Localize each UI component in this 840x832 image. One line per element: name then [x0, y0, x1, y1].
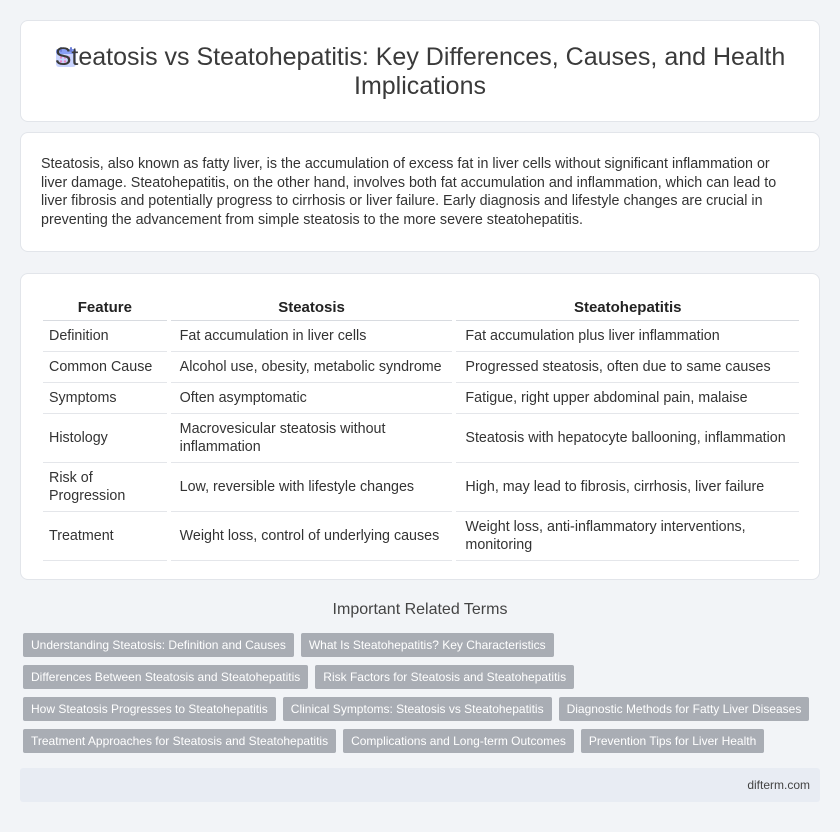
cell-steatosis: Low, reversible with lifestyle changes [169, 462, 455, 511]
table-header-row [43, 296, 799, 320]
table-row [43, 351, 799, 382]
cell-feature: Common Cause [43, 351, 169, 382]
related-term-link[interactable]: Risk Factors for Steatosis and Steatohepatitis [315, 665, 574, 689]
comparison-table [43, 296, 799, 561]
related-term-link[interactable]: How Steatosis Progresses to Steatohepatitis [23, 697, 276, 721]
related-term-link[interactable]: Clinical Symptoms: Steatosis vs Steatohepatitis [283, 697, 552, 721]
header-card [20, 20, 820, 122]
header-steatosis: Steatosis [169, 296, 455, 320]
cell-feature: Treatment [43, 511, 169, 560]
related-term-link[interactable]: Treatment Approaches for Steatosis and Steatohepatitis [23, 729, 336, 753]
header-steatohepatitis: Steatohepatitis [454, 296, 799, 320]
cell-steatohepatitis: Steatosis with hepatocyte ballooning, inflammation [454, 413, 799, 462]
cell-steatohepatitis: Fatigue, right upper abdominal pain, malaise [454, 382, 799, 413]
table-row [43, 462, 799, 511]
cell-feature: Definition [43, 320, 169, 351]
related-term-link[interactable]: Differences Between Steatosis and Steatohepatitis [23, 665, 308, 689]
header-feature: Feature [43, 296, 169, 320]
related-terms-list [23, 633, 823, 761]
intro-card [20, 132, 820, 252]
page-title: Steatosis vs Steatohepatitis: Key Differences, Causes, and Health Implications [54, 43, 786, 100]
related-term-link[interactable]: What Is Steatohepatitis? Key Characteristics [301, 633, 554, 657]
footer [20, 768, 820, 802]
comparison-card [20, 273, 820, 580]
cell-steatosis: Often asymptomatic [169, 382, 455, 413]
related-terms-heading: Important Related Terms [332, 601, 508, 618]
footer-site-link[interactable]: difterm.com [747, 778, 810, 792]
cell-feature: Symptoms [43, 382, 169, 413]
cell-feature: Histology [43, 413, 169, 462]
cell-steatosis: Weight loss, control of underlying causes [169, 511, 455, 560]
related-term-link[interactable]: Complications and Long-term Outcomes [343, 729, 574, 753]
related-term-link[interactable]: Prevention Tips for Liver Health [581, 729, 764, 753]
table-row [43, 320, 799, 351]
cell-steatosis: Alcohol use, obesity, metabolic syndrome [169, 351, 455, 382]
cell-steatosis: Fat accumulation in liver cells [169, 320, 455, 351]
intro-paragraph: Steatosis, also known as fatty liver, is the accumulation of excess fat in liver cells without significant inflammation or liver damage. Steatohepatitis, on the other hand, involves both fat accumulation and inflammation, which can lead to liver fibrosis and potentially progress to cirrhosis or liver failure. Early diagnosis and lifestyle changes are crucial in preventing the advancement from simple steatosis to the more severe steatohepatitis. [41, 156, 777, 228]
cell-steatohepatitis: Weight loss, anti-inflammatory interventions, monitoring [454, 511, 799, 560]
related-term-link[interactable]: Diagnostic Methods for Fatty Liver Diseases [559, 697, 810, 721]
table-row [43, 511, 799, 560]
related-term-link[interactable]: Understanding Steatosis: Definition and Causes [23, 633, 294, 657]
table-row [43, 382, 799, 413]
cell-steatohepatitis: High, may lead to fibrosis, cirrhosis, liver failure [454, 462, 799, 511]
cell-steatohepatitis: Progressed steatosis, often due to same causes [454, 351, 799, 382]
cell-feature: Risk of Progression [43, 462, 169, 511]
cell-steatosis: Macrovesicular steatosis without inflammation [169, 413, 455, 462]
table-row [43, 413, 799, 462]
cell-steatohepatitis: Fat accumulation plus liver inflammation [454, 320, 799, 351]
